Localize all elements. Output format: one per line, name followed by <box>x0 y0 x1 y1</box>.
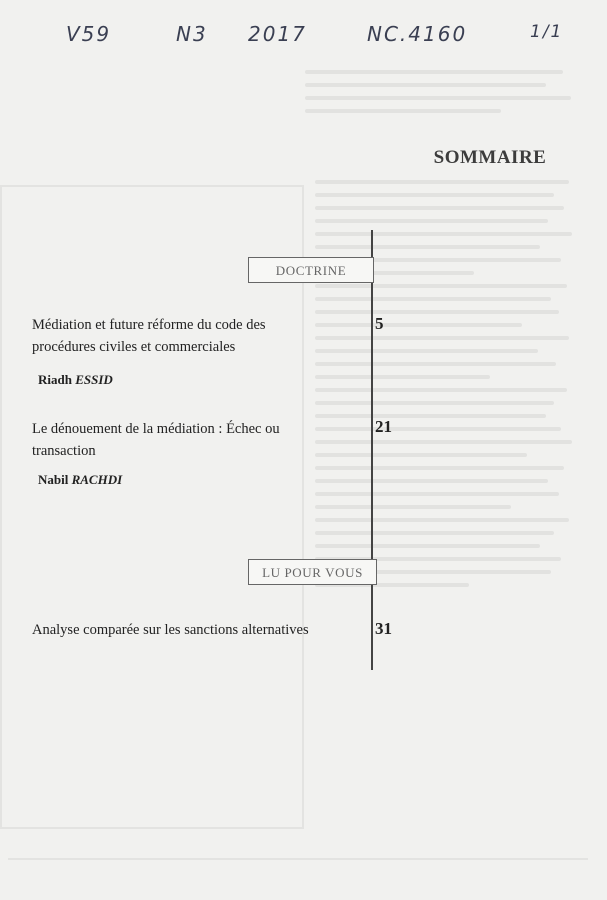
toc-entry-page-number: 31 <box>375 619 392 638</box>
handwritten-volume: V59 <box>66 22 112 46</box>
handwritten-number: N3 <box>176 22 208 46</box>
handwritten-year: 2017 <box>248 22 307 46</box>
toc-entry-author <box>38 372 113 388</box>
handwritten-page-count: 1/1 <box>530 22 564 42</box>
contents-divider-line <box>371 230 373 670</box>
toc-entry-author <box>38 472 122 488</box>
toc-entry-page-number: 21 <box>375 417 392 436</box>
page-title: SOMMAIRE <box>433 147 547 168</box>
toc-entry-title-line: Analyse comparée sur les sanctions alternatives <box>32 622 309 638</box>
toc-entry-title <box>32 314 332 358</box>
toc-entry-title <box>32 418 332 462</box>
author-first-name: Nabil <box>38 472 69 487</box>
handwritten-reference: NC.4160 <box>367 22 468 46</box>
toc-entry-page-number: 5 <box>375 314 384 333</box>
toc-entry-title-line: transaction <box>32 443 96 459</box>
toc-entry-title-line: procédures civiles et commerciales <box>32 339 236 355</box>
toc-entry-title <box>32 619 362 641</box>
bleed-through-text-top <box>305 70 585 150</box>
author-last-name: RACHDI <box>71 472 123 487</box>
toc-entry-title-line: Le dénouement de la médiation : Échec ou <box>32 421 280 437</box>
section-label-doctrine: DOCTRINE <box>248 257 374 283</box>
toc-entry-title-line: Médiation et future réforme du code des <box>32 317 266 333</box>
section-label-lu-pour-vous: LU POUR VOUS <box>248 559 377 585</box>
author-last-name: ESSID <box>75 372 113 387</box>
bleed-through-footer-rule <box>8 858 588 860</box>
bleed-through-heading <box>8 36 13 58</box>
author-first-name: Riadh <box>38 372 72 387</box>
